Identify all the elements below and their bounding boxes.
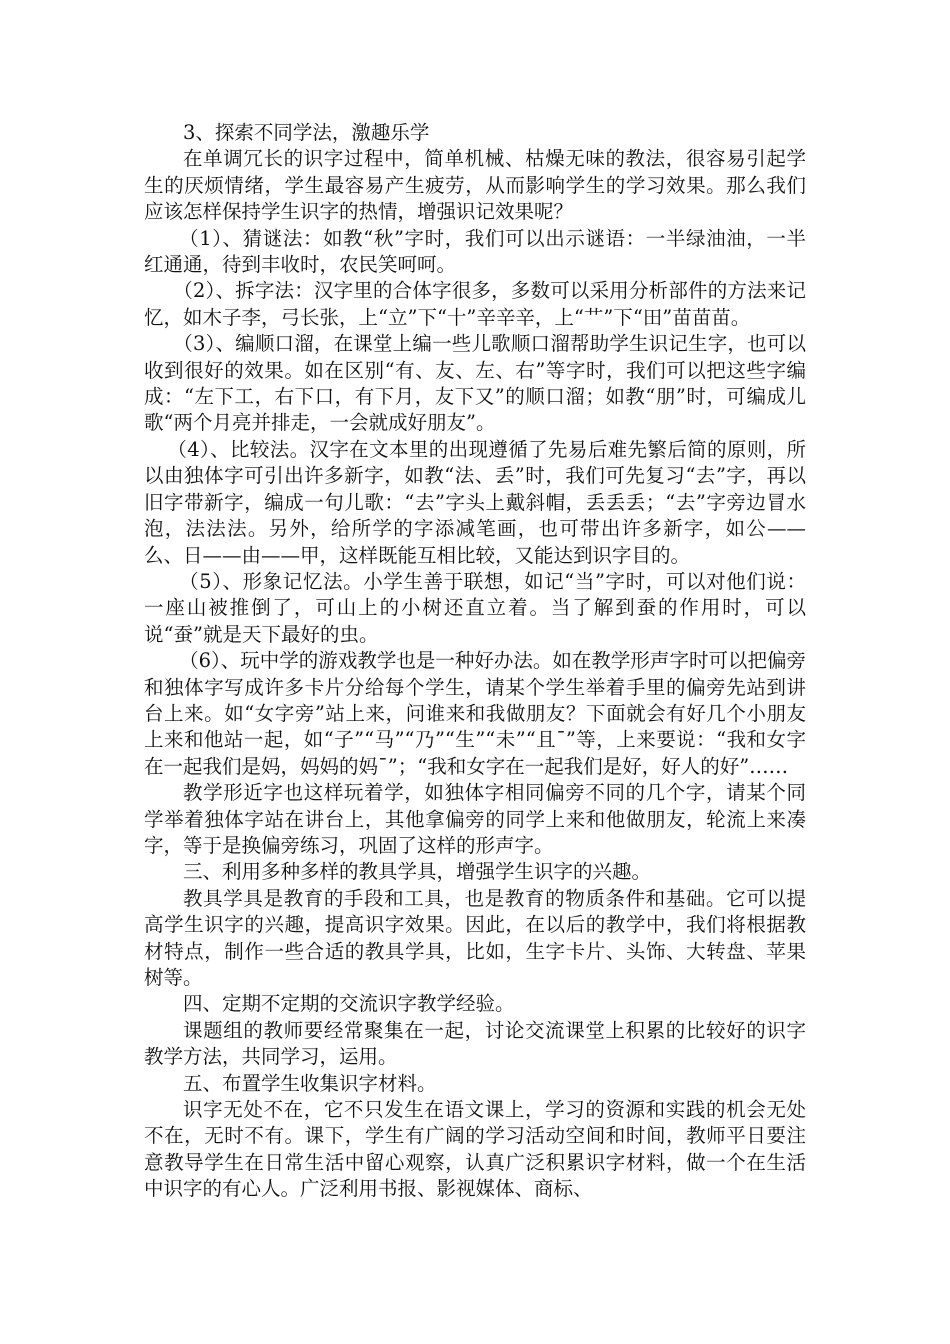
paragraph-method-rhyme: （3）、编顺口溜，在课堂上编一些儿歌顺口溜帮助学生识记生字，也可以收到很好的效果。如在区别“有、友、左、右”等字时，我们可以把这些字编成：“左下工，右下口，有下月，友下又”的顺口溜；如教“朋”时，可编成儿歌“两个月亮并排走，一会就成好朋友”。 [144, 332, 806, 435]
paragraph-method-compare: （4）、比较法。汉字在文本里的出现遵循了先易后难先繁后简的原则，所以由独体字可引出许多新字，如教“法、丢”时，我们可先复习“去”字，再以旧字带新字，编成一句儿歌：“去”字头上戴斜帽，丢丢丢；“去”字旁边冒水泡，法法法。另外，给所学的字添减笔画，也可带出许多新字，如公——么、日——由——甲，这样既能互相比较，又能达到识字目的。 [144, 437, 806, 567]
paragraph-method-guess-riddle: （1）、猜谜法：如教“秋”字时，我们可以出示谜语：一半绿油油，一半红通通，待到丰收时，农民笑呵呵。 [144, 226, 806, 277]
paragraph-similar-characters: 教学形近字也这样玩着学，如独体字相同偏旁不同的几个字，请某个同学举着独体字站在讲台上，其他拿偏旁的同学上来和他做朋友，轮流上来凑字，等于是换偏旁练习，巩固了这样的形声字。 [144, 781, 806, 857]
paragraph-method-image-memory: （5）、形象记忆法。小学生善于联想，如记“当”字时，可以对他们说：一座山被推倒了，可山上的小树还直立着。当了解到蚕的作用时，可以说“蚕”就是天下最好的虫。 [144, 569, 806, 646]
section-heading-teaching-tools: 三、利用多种多样的教具学具，增强学生识字的兴趣。 [183, 860, 652, 884]
paragraph-teaching-tools: 教具学具是教育的手段和工具，也是教育的物质条件和基础。它可以提高学生识字的兴趣，提高识字效果。因此，在以后的教学中，我们将根据教材特点，制作一些合适的教具学具，比如，生字卡片、头饰、大转盘、苹果树等。 [144, 886, 806, 989]
section-heading-collect: 五、布置学生收集识字材料。 [183, 1071, 437, 1095]
paragraph-method-split-character: （2）、拆字法：汉字里的合体字很多，多数可以采用分析部件的方法来记忆，如木子李，弓长张，上“立”下“十”辛辛辛，上“艹”下“田”苗苗苗。 [144, 279, 806, 329]
paragraph-method-game: （6）、玩中学的游戏教学也是一种好办法。如在教学形声字时可以把偏旁和独体字写成许多卡片分给每个学生，请某个学生举着手里的偏旁先站到讲台上来。如“女字旁”站上来，问谁来和我做朋友？下面就会有好几个小朋友上来和他站一起，如“子”“马”“乃”“生”“未”“且ˉ”等，上来要说：“我和女字在一起我们是妈，妈妈的妈ˉ”；“我和女字在一起我们是好，好人的好”…… [144, 649, 806, 778]
paragraph-collect: 识字无处不在，它不只发生在语文课上，学习的资源和实践的机会无处不在，无时不有。课下，学生有广阔的学习活动空间和时间，教师平日要注意教导学生在日常生活中留心观察，认真广泛积累识字材料，做一个在生活中识字的有心人。广泛利用书报、影视媒体、商标、 [144, 1098, 806, 1201]
section-heading-exchange: 四、定期不定期的交流识字教学经验。 [183, 992, 515, 1016]
paragraph-exchange: 课题组的教师要经常聚集在一起，讨论交流课堂上积累的比较好的识字教学方法，共同学习，运用。 [144, 1018, 806, 1069]
section-heading-3: 3、探索不同学法，激趣乐学 [183, 121, 430, 144]
paragraph-intro: 在单调冗长的识字过程中，简单机械、枯燥无味的教法，很容易引起学生的厌烦情绪，学生最容易产生疲劳，从而影响学生的学习效果。那么我们应该怎样保持学生识字的热情，增强识记效果呢？ [144, 147, 806, 224]
document-page [144, 120, 806, 1203]
